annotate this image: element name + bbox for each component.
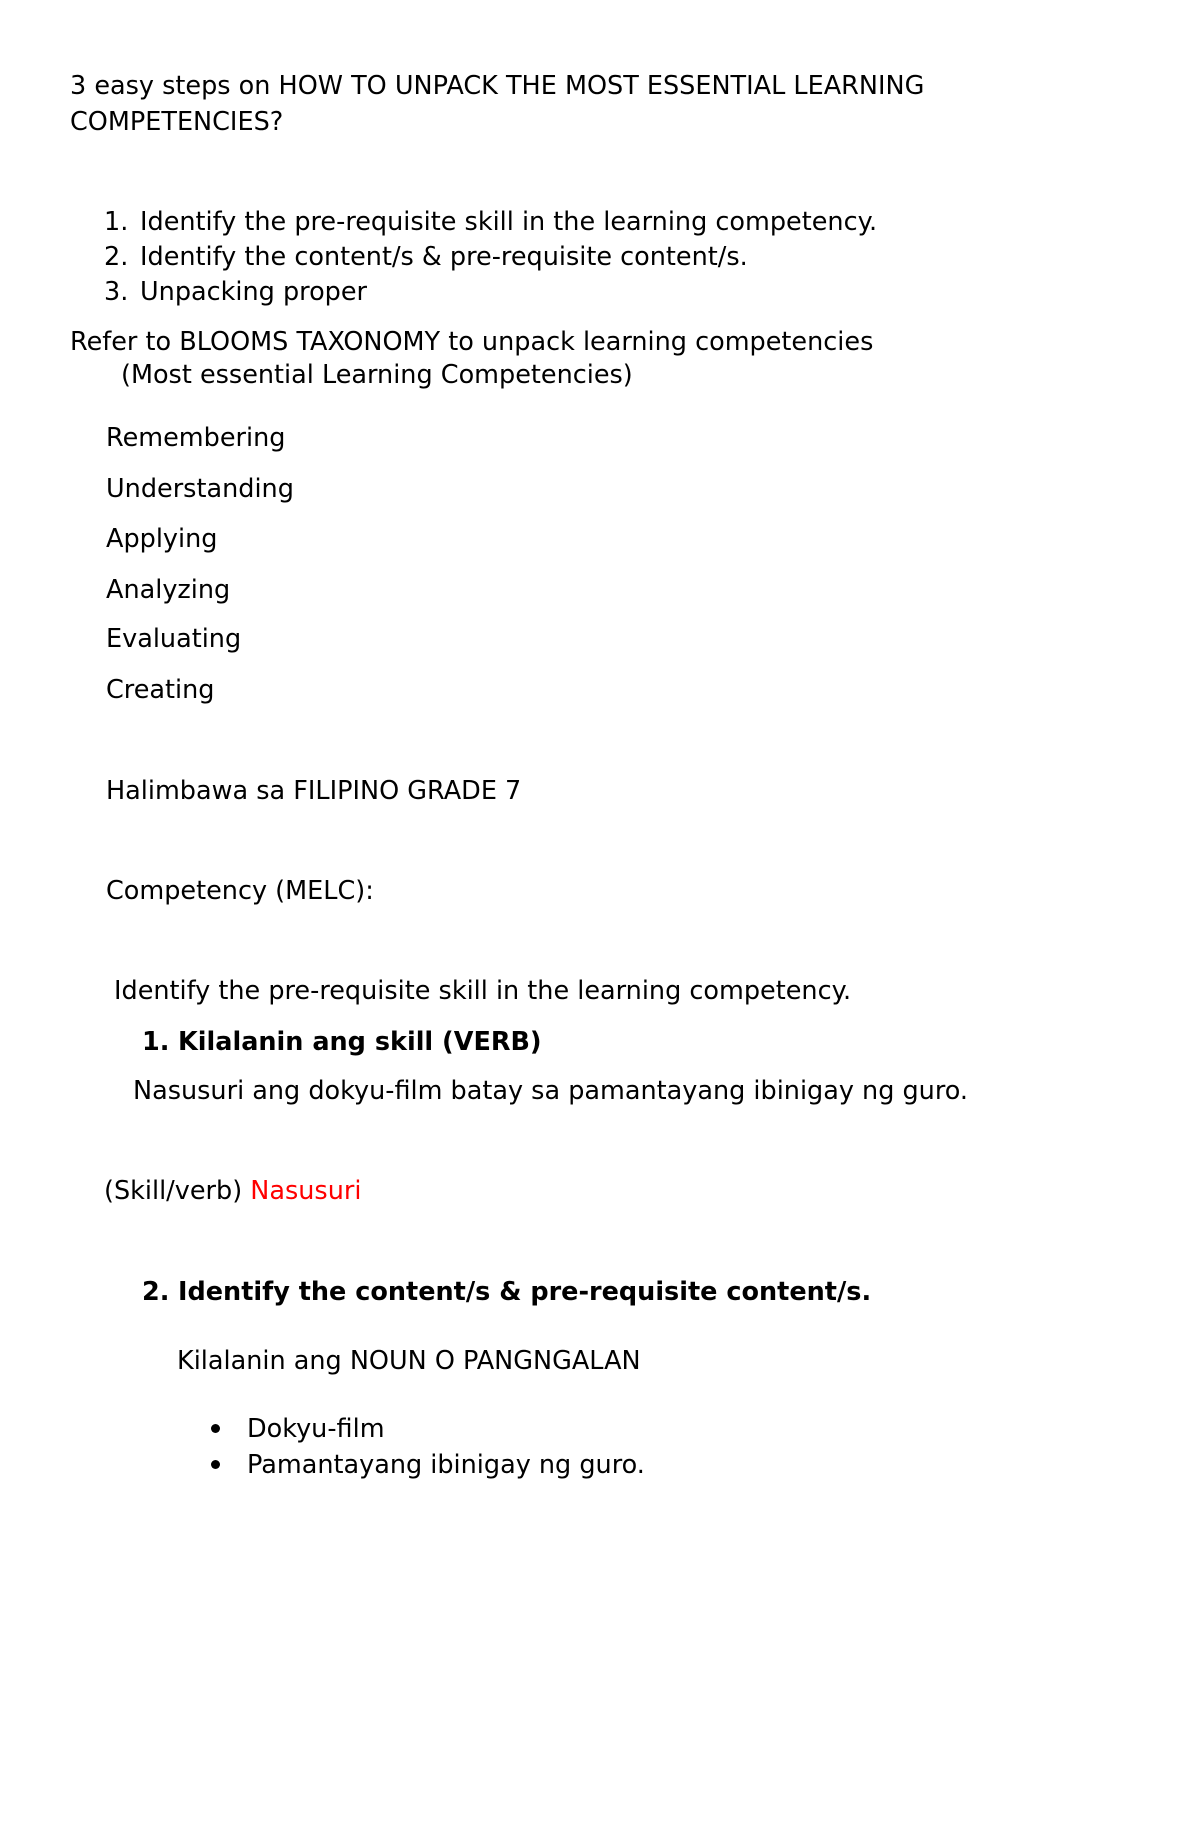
blooms-subtitle: (Most essential Learning Competencies)	[121, 360, 633, 390]
section-heading-content	[142, 1274, 871, 1310]
step-text: Identify the content/s & pre-requisite content/s.	[140, 242, 748, 272]
section-heading-text: Identify the content/s & pre-requisite content/s.	[178, 1277, 872, 1307]
step-text: Identify the pre-requisite skill in the learning competency.	[140, 207, 878, 237]
blooms-level-analyzing: Analyzing	[106, 575, 231, 605]
melc-sentence: Nasusuri ang dokyu-film batay sa pamantayang ibinigay ng guro.	[133, 1076, 969, 1106]
step-number: 1.	[104, 207, 129, 237]
blooms-intro: Refer to BLOOMS TAXONOMY to unpack learning competencies	[70, 327, 874, 357]
document-title-line-1: 3 easy steps on HOW TO UNPACK THE MOST ESSENTIAL LEARNING	[70, 71, 925, 101]
step-number: 3.	[104, 277, 129, 307]
noun-line: Kilalanin ang NOUN O PANGNGALAN	[177, 1346, 641, 1376]
blooms-level-evaluating: Evaluating	[106, 624, 242, 654]
blooms-level-remembering: Remembering	[106, 423, 286, 453]
bullet-icon	[211, 1460, 220, 1469]
list-item	[104, 204, 877, 240]
list-item: Pamantayang ibinigay ng guro.	[247, 1450, 645, 1480]
step-text: Unpacking proper	[140, 277, 368, 307]
skill-verb-line	[104, 1173, 361, 1209]
list-item	[104, 274, 367, 310]
identify-skill-line: Identify the pre-requisite skill in the learning competency.	[114, 976, 852, 1006]
section-number: 2.	[142, 1277, 170, 1307]
competency-label: Competency (MELC):	[106, 876, 374, 906]
skill-verb-value: Nasusuri	[250, 1176, 362, 1206]
bullet-icon	[211, 1424, 220, 1433]
section-number: 1.	[142, 1027, 170, 1057]
blooms-level-applying: Applying	[106, 524, 218, 554]
section-heading-skill	[142, 1024, 542, 1060]
skill-verb-label: (Skill/verb)	[104, 1176, 243, 1206]
section-heading-text: Kilalanin ang skill (VERB)	[178, 1027, 542, 1057]
list-item	[104, 239, 748, 275]
blooms-level-understanding: Understanding	[106, 474, 294, 504]
list-item: Dokyu-film	[247, 1414, 385, 1444]
example-heading: Halimbawa sa FILIPINO GRADE 7	[106, 776, 522, 806]
blooms-level-creating: Creating	[106, 675, 215, 705]
step-number: 2.	[104, 242, 129, 272]
document-title-line-2: COMPETENCIES?	[70, 107, 284, 137]
